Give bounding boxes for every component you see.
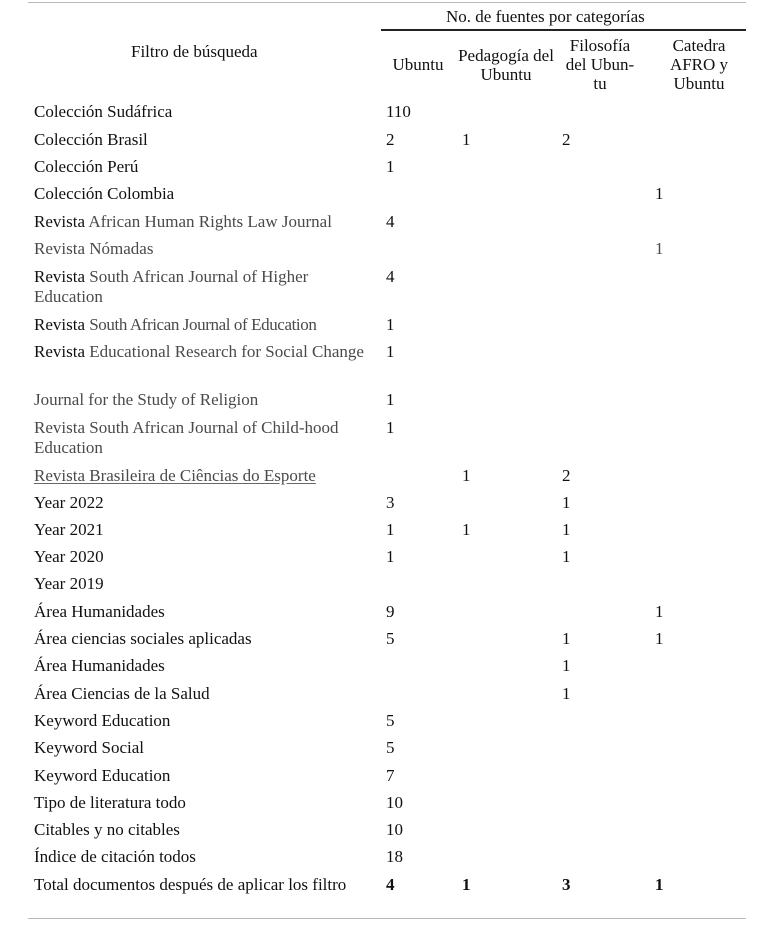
column-header-ubuntu: Ubuntu	[392, 55, 444, 74]
cell-filosofia: 1	[562, 547, 571, 566]
row-label: Keyword Education	[34, 711, 171, 730]
cell-filosofia: 1	[562, 629, 571, 648]
column-header-pedagogia: Pedagogía del Ubuntu	[458, 46, 554, 84]
cell-ubuntu: 5	[386, 711, 395, 730]
cell-filosofia: 1	[562, 520, 571, 539]
row-label: Índice de citación todos	[34, 847, 196, 866]
cell-ubuntu: 5	[386, 738, 395, 757]
cell-ubuntu: 3	[386, 493, 395, 512]
row-label-prefix: Revista	[34, 212, 85, 231]
cell-ubuntu: 4	[386, 875, 395, 894]
row-label: Área Humanidades	[34, 602, 165, 621]
cell-ubuntu: 1	[386, 520, 395, 539]
cell-catedra: 1	[655, 239, 664, 258]
row-label: Colección Colombia	[34, 184, 175, 203]
row-label	[34, 342, 364, 362]
row-label: Colección Sudáfrica	[34, 102, 173, 121]
cell-ubuntu: 1	[386, 547, 395, 566]
cell-catedra: 1	[655, 184, 664, 203]
cell-ubuntu: 1	[386, 157, 395, 176]
cell-filosofia: 3	[562, 875, 571, 894]
cell-pedagogia: 1	[462, 875, 471, 894]
cell-ubuntu: 1	[386, 342, 395, 361]
row-label: Revista South African Journal of Child-hood Education	[34, 418, 339, 457]
cell-ubuntu: 5	[386, 629, 395, 648]
cell-pedagogia: 1	[462, 130, 471, 149]
row-label: Área Humanidades	[34, 656, 165, 675]
cell-filosofia: 2	[562, 130, 571, 149]
cell-ubuntu: 1	[386, 390, 395, 409]
row-label: Year 2021	[34, 520, 104, 539]
row-label: Área Ciencias de la Salud	[34, 684, 210, 703]
cell-filosofia: 1	[562, 684, 571, 703]
filter-column-header: Filtro de búsqueda	[131, 42, 258, 61]
row-label: Revista Nómadas	[34, 239, 154, 258]
row-label: Keyword Social	[34, 738, 145, 757]
row-label: Keyword Education	[34, 766, 171, 785]
group-header-rule	[381, 29, 746, 31]
cell-ubuntu: 7	[386, 766, 395, 785]
table-top-rule	[28, 2, 746, 3]
row-label: Year 2020	[34, 547, 104, 566]
cell-ubuntu: 10	[386, 820, 403, 839]
row-label: Colección Brasil	[34, 130, 148, 149]
row-label: Journal for the Study of Religion	[34, 390, 259, 409]
column-header-filosofia: Filosofía del Ubun-tu	[565, 36, 635, 93]
row-label-source: Educational Research for Social Change	[89, 342, 364, 361]
cell-ubuntu: 1	[386, 315, 395, 334]
cell-ubuntu: 18	[386, 847, 403, 866]
group-header: No. de fuentes por categorías	[446, 7, 645, 26]
row-label	[34, 315, 379, 335]
row-label: Tipo de literatura todo	[34, 793, 186, 812]
cell-catedra: 1	[655, 875, 664, 894]
row-label-link[interactable]: Revista Brasileira de Ciências do Esporte	[34, 466, 316, 485]
row-label: Citables y no citables	[34, 820, 180, 839]
row-label-source: South African Journal of Education	[89, 315, 317, 334]
cell-ubuntu: 10	[386, 793, 403, 812]
column-header-catedra: Catedra AFRO y Ubuntu	[669, 36, 729, 93]
cell-pedagogia: 1	[462, 520, 471, 539]
row-label: Year 2022	[34, 493, 104, 512]
row-label-source: African Human Rights Law Journal	[88, 212, 332, 231]
cell-filosofia: 1	[562, 656, 571, 675]
row-label-prefix: Revista	[34, 267, 85, 286]
cell-filosofia: 1	[562, 493, 571, 512]
row-label-prefix: Revista	[34, 342, 85, 361]
cell-ubuntu: 4	[386, 212, 395, 231]
cell-ubuntu: 110	[386, 102, 411, 121]
cell-catedra: 1	[655, 602, 664, 621]
row-label: Área ciencias sociales aplicadas	[34, 629, 252, 648]
cell-ubuntu: 4	[386, 267, 395, 286]
row-label: Year 2019	[34, 574, 104, 593]
row-label-prefix: Revista	[34, 315, 85, 334]
row-label: Colección Perú	[34, 157, 139, 176]
cell-ubuntu: 9	[386, 602, 395, 621]
cell-catedra: 1	[655, 629, 664, 648]
row-label-source: South African Journal of Higher Education	[34, 267, 309, 306]
cell-ubuntu: 1	[386, 418, 395, 437]
cell-pedagogia: 1	[462, 466, 471, 485]
cell-filosofia: 2	[562, 466, 571, 485]
row-label: Total documentos después de aplicar los filtro	[34, 875, 347, 894]
row-label	[34, 212, 374, 232]
row-label	[34, 267, 364, 307]
table-bottom-rule	[28, 918, 746, 919]
cell-ubuntu: 2	[386, 130, 395, 149]
